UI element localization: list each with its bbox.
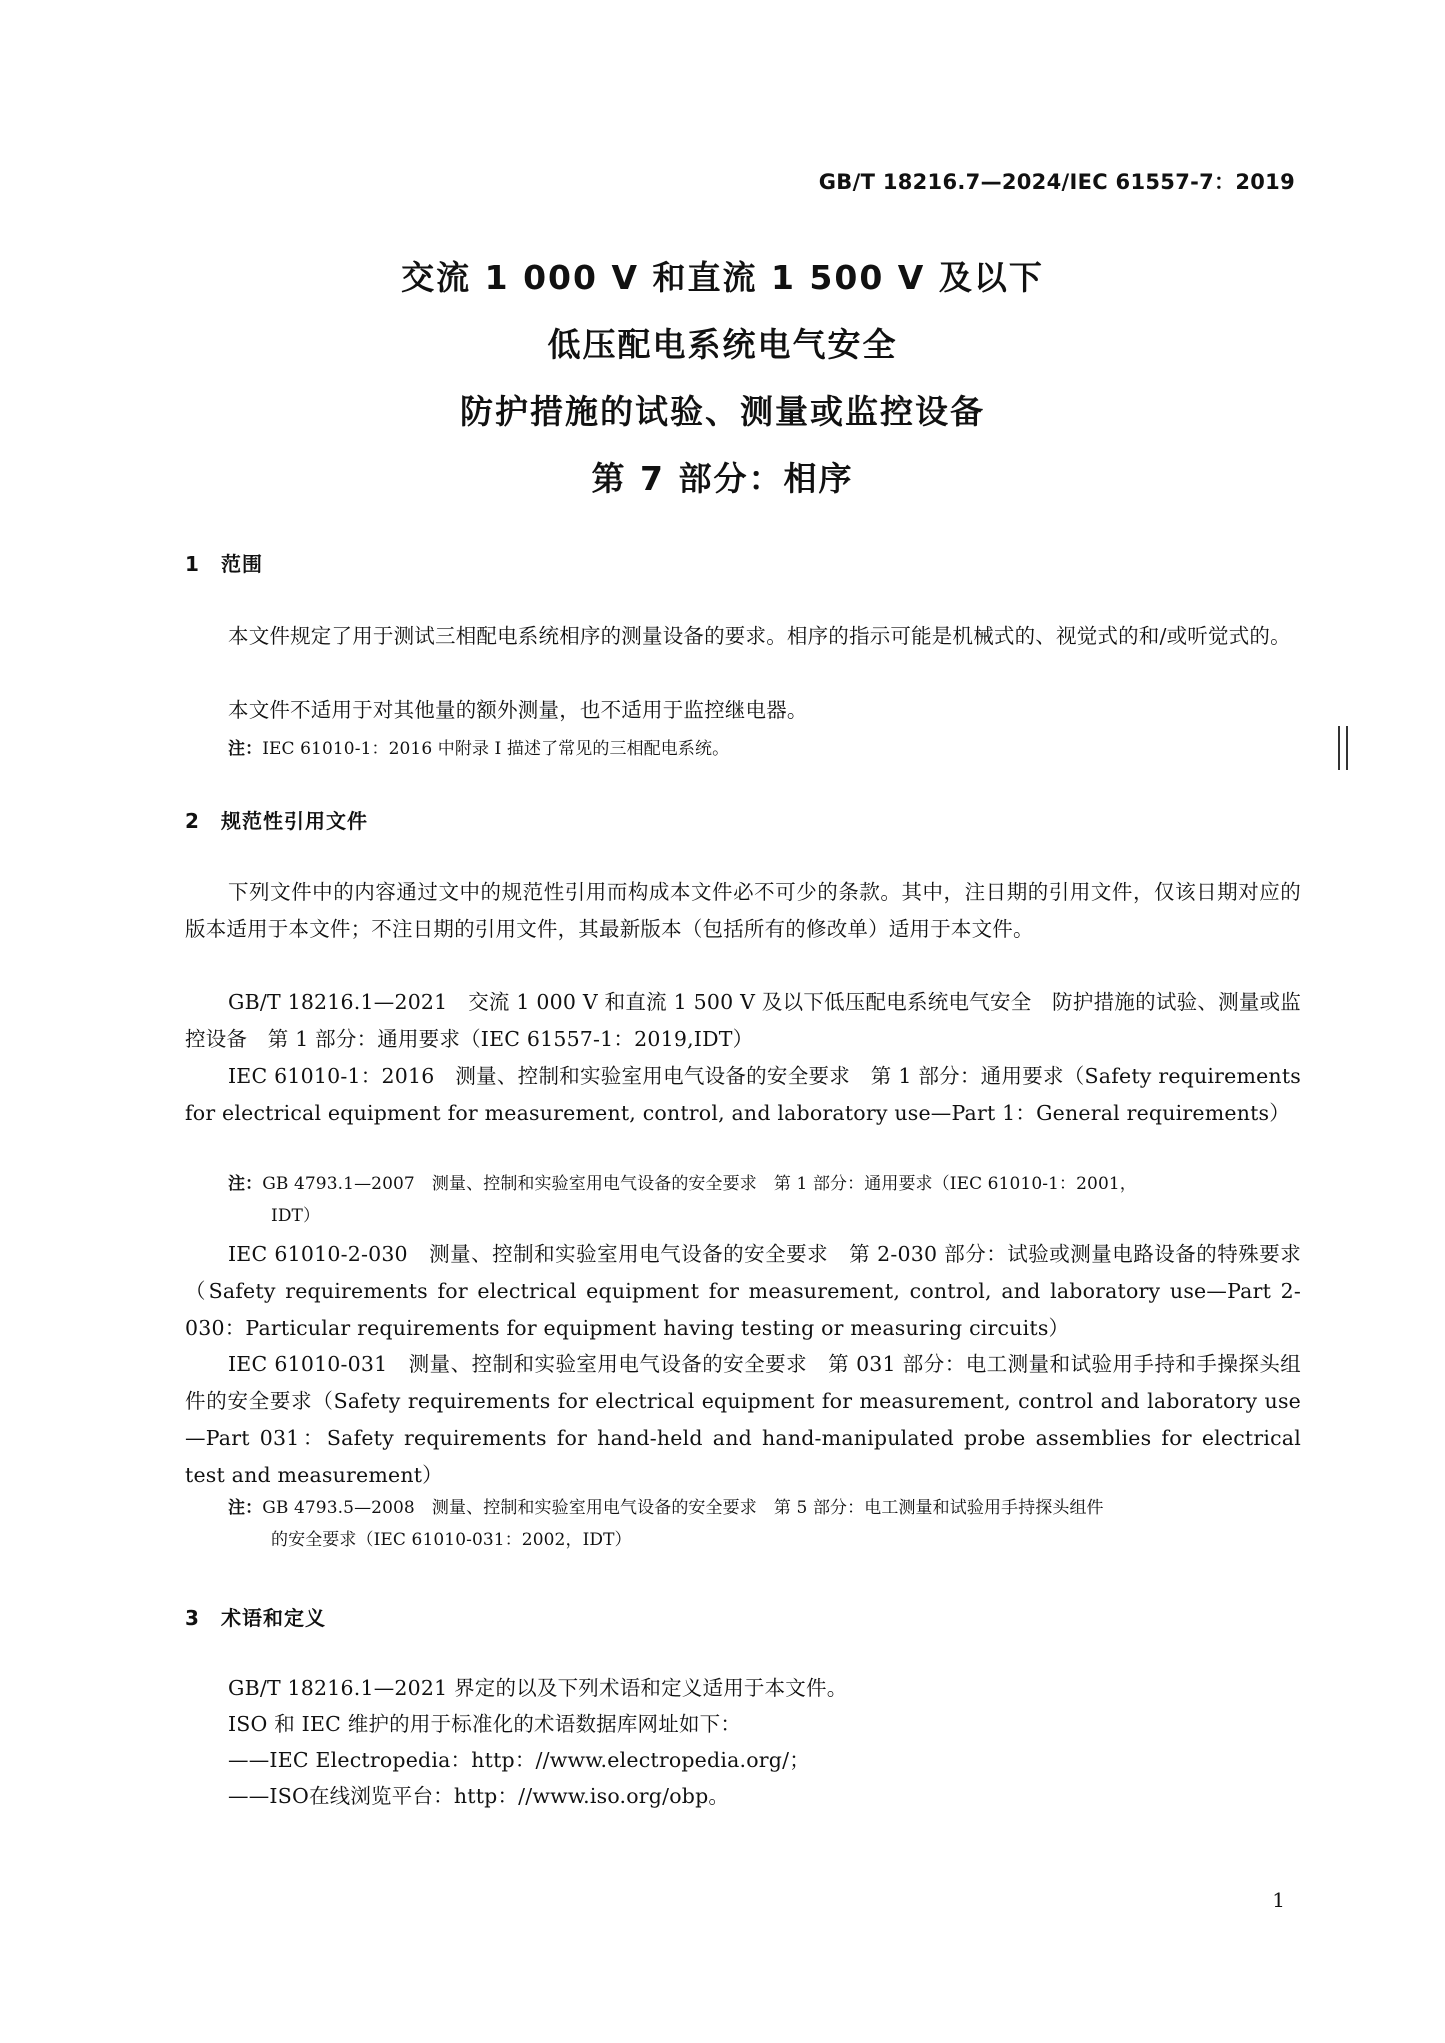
note-text-line-2: 的安全要求（IEC 61010-031：2002，IDT） [271,1530,632,1550]
note-text-line-2: IDT） [271,1206,321,1226]
reference-2: IEC 61010-1：2016 测量、控制和实验室用电气设备的安全要求 第 1 部分：通用要求（Safety requirements for electrical equipment for measurement, control, and laboratory use—Part 1：General requirements） [185,1064,1301,1125]
section-3-title: 术语和定义 [221,1606,326,1630]
note-label: 注： [228,1498,263,1518]
note-text-line-1: GB 4793.5—2008 测量、控制和实验室用电气设备的安全要求 第 5 部分：电工测量和试验用手持探头组件 [262,1498,1104,1518]
reference-4: IEC 61010-031 测量、控制和实验室用电气设备的安全要求 第 031 部分：电工测量和试验用手持和手操探头组件的安全要求（Safety requirements for electrical equipment for measurement, control and laboratory use—Part 031：Safety requirements for hand-held and hand-manipulated probe assemblies for electrical test and measurement） [185,1352,1301,1487]
note-label: 注： [228,1174,263,1194]
note-label: 注： [228,739,263,759]
page-number: 1 [1272,1888,1285,1912]
section-2-title: 规范性引用文件 [221,809,368,833]
title-line-3: 防护措施的试验、测量或监控设备 [460,392,985,431]
reference-3: IEC 61010-2-030 测量、控制和实验室用电气设备的安全要求 第 2-030 部分：试验或测量电路设备的特殊要求（Safety requirements for electrical equipment for measurement, control, and laboratory use—Part 2-030：Particular requirements for equipment having testing or measuring circuits） [185,1242,1301,1340]
note-text-line-1: GB 4793.1—2007 测量、控制和实验室用电气设备的安全要求 第 1 部分：通用要求（IEC 61010-1：2001， [262,1174,1137,1194]
section-3-paragraph-2: ISO 和 IEC 维护的用于标准化的术语数据库网址如下： [228,1712,742,1736]
list-item-iso-obp: ——ISO在线浏览平台：http：//www.iso.org/obp。 [228,1784,730,1808]
section-3-paragraph-1: GB/T 18216.1—2021 界定的以及下列术语和定义适用于本文件。 [228,1676,848,1700]
section-1-paragraph-1: 本文件规定了用于测试三相配电系统相序的测量设备的要求。相序的指示可能是机械式的、视觉式的和/或听觉式的。 [228,624,1291,648]
note-text: IEC 61010-1：2016 中附录 I 描述了常见的三相配电系统。 [262,739,730,759]
section-1-number: 1 [185,552,200,576]
change-bar-mark [1338,726,1348,770]
section-3-number: 3 [185,1606,200,1630]
section-1-note [228,733,1301,765]
section-2-number: 2 [185,809,200,833]
standard-number: GB/T 18216.7—2024/IEC 61557-7：2019 [818,170,1295,194]
title-line-4: 第 7 部分：相序 [591,459,854,498]
title-line-2: 低压配电系统电气安全 [547,325,898,364]
reference-1: GB/T 18216.1—2021 交流 1 000 V 和直流 1 500 V 及以下低压配电系统电气安全 防护措施的试验、测量或监控设备 第 1 部分：通用要求（IEC 61557-1：2019,IDT） [185,990,1301,1051]
section-1-paragraph-2: 本文件不适用于对其他量的额外测量，也不适用于监控继电器。 [228,698,808,722]
section-2-note-1 [228,1168,1301,1232]
section-1-title: 范围 [221,552,263,576]
section-3-heading [185,1602,326,1631]
document-title [0,244,1445,512]
section-1-heading [185,548,263,577]
title-line-1: 交流 1 000 V 和直流 1 500 V 及以下 [401,258,1044,297]
list-item-electropedia: ——IEC Electropedia：http：//www.electropedia.org/； [228,1748,810,1772]
section-2-note-2 [228,1492,1301,1556]
section-2-paragraph-1: 下列文件中的内容通过文中的规范性引用而构成本文件必不可少的条款。其中，注日期的引用文件，仅该日期对应的版本适用于本文件；不注日期的引用文件，其最新版本（包括所有的修改单）适用于本文件。 [185,880,1301,941]
section-2-heading [185,805,368,834]
